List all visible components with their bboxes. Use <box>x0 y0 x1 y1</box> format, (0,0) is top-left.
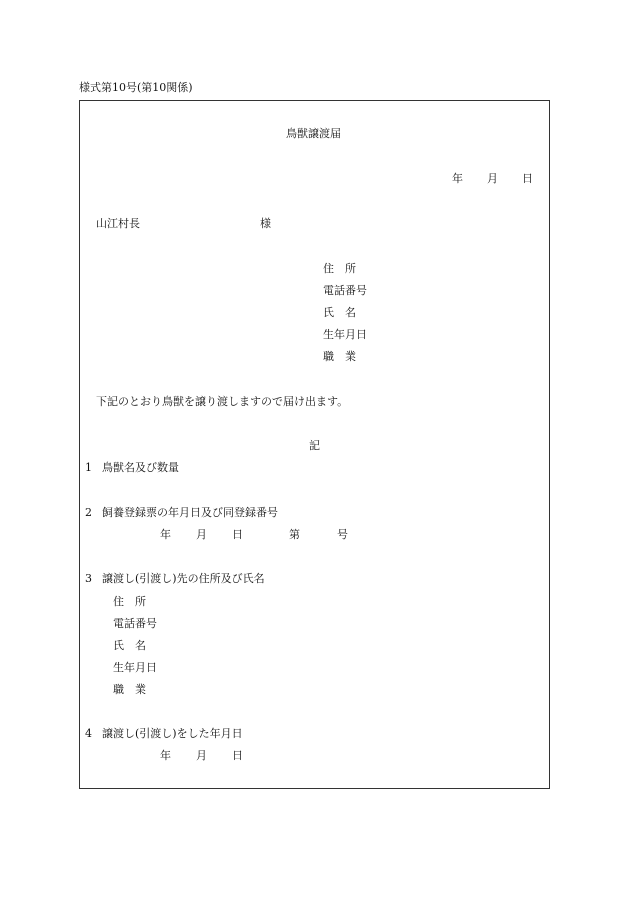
applicant-occupation-label: 職 業 <box>323 350 356 363</box>
item1-number: 1 <box>85 461 92 474</box>
item3-name-label: 氏 名 <box>113 639 146 652</box>
item4-day: 日 <box>232 749 243 762</box>
item2-dai: 第 <box>289 528 300 541</box>
item4-year: 年 <box>160 749 171 762</box>
addressee-name: 山江村長 <box>96 217 140 230</box>
header-day: 日 <box>522 172 533 185</box>
applicant-name-label: 氏 名 <box>323 306 356 319</box>
header-month: 月 <box>487 172 498 185</box>
item4-month: 月 <box>196 749 207 762</box>
item3-birthdate-label: 生年月日 <box>113 661 157 674</box>
statement-text: 下記のとおり鳥獣を譲り渡しますので届け出ます。 <box>96 395 349 408</box>
ki-heading: 記 <box>309 439 320 452</box>
form-title: 鳥獣譲渡届 <box>286 127 341 140</box>
header-year: 年 <box>452 172 463 185</box>
form-number: 様式第10号(第10関係) <box>79 81 193 94</box>
item1-label: 鳥獣名及び数量 <box>102 461 179 474</box>
item2-day: 日 <box>232 528 243 541</box>
item2-label: 飼養登録票の年月日及び同登録番号 <box>102 506 278 519</box>
item3-phone-label: 電話番号 <box>113 617 157 630</box>
item2-month: 月 <box>196 528 207 541</box>
item4-label: 譲渡し(引渡し)をした年月日 <box>102 727 243 740</box>
item2-go: 号 <box>337 528 348 541</box>
item3-label: 譲渡し(引渡し)先の住所及び氏名 <box>102 572 265 585</box>
item2-number: 2 <box>85 506 92 519</box>
item3-address-label: 住 所 <box>113 595 146 608</box>
item4-number: 4 <box>85 727 92 740</box>
applicant-address-label: 住 所 <box>323 262 356 275</box>
addressee-honorific: 様 <box>260 217 271 230</box>
item3-number: 3 <box>85 572 92 585</box>
applicant-phone-label: 電話番号 <box>323 284 367 297</box>
item2-year: 年 <box>160 528 171 541</box>
item3-occupation-label: 職 業 <box>113 683 146 696</box>
applicant-birthdate-label: 生年月日 <box>323 328 367 341</box>
